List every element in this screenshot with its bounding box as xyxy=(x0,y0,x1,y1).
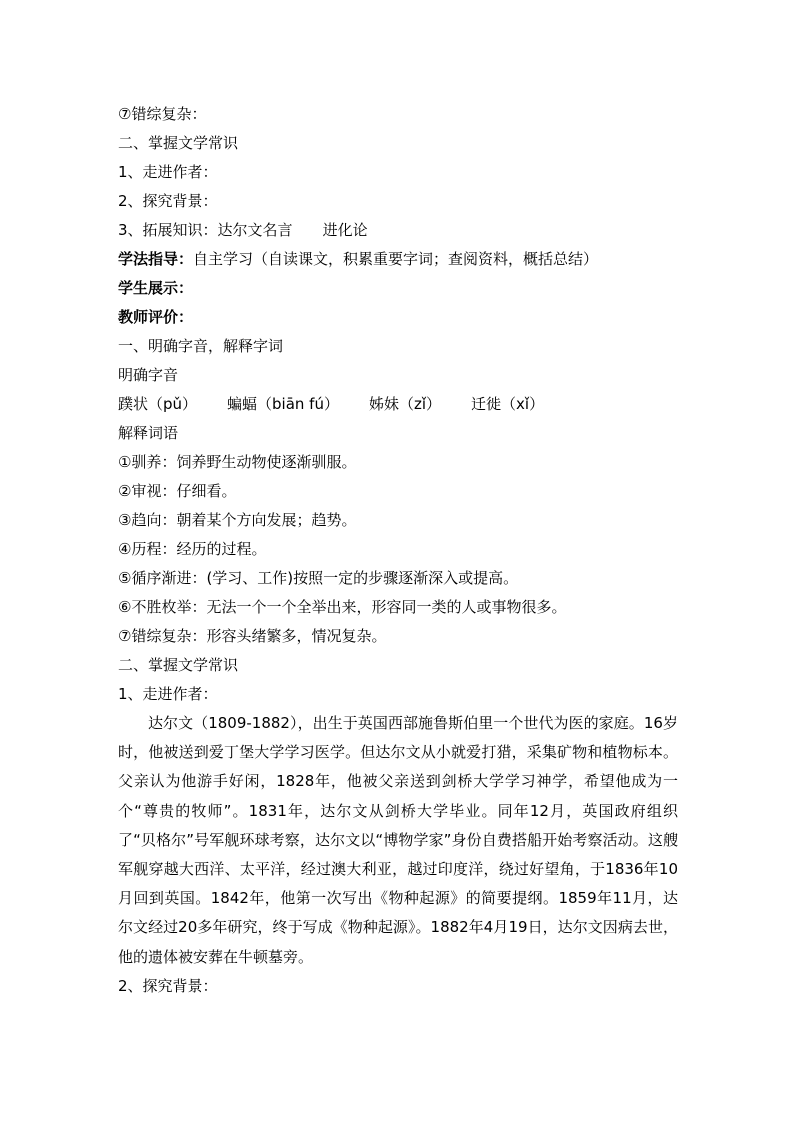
definition-item: ②审视：仔细看。 xyxy=(118,482,237,500)
pronounce-item: 姊妹（zǐ） xyxy=(368,395,442,413)
expand-label: 3、拓展知识： xyxy=(118,221,218,239)
pronounce-items xyxy=(118,390,678,419)
expand-knowledge-line xyxy=(118,216,678,245)
background-label: 2、探究背景： xyxy=(118,976,218,995)
definition-item: ⑦错综复杂：形容头绪繁多，情况复杂。 xyxy=(118,627,387,645)
definition-item: ③趋向：朝着某个方向发展；趋势。 xyxy=(118,511,357,529)
expand-item-quotes: 达尔文名言 xyxy=(217,221,293,239)
teacher-eval-label: 教师评价： xyxy=(118,308,194,326)
expand-item-evolution: 进化论 xyxy=(322,221,368,239)
definition-item: ④历程：经历的过程。 xyxy=(118,540,267,558)
author-paragraph: 达尔文（1809-1882），出生于英国西部施鲁斯伯里一个世代为医的家庭。16岁时，他被送到爱丁堡大学学习医学。但达尔文从小就爱打猎，采集矿物和植物标本。父亲认为他游手好闲，1828年，他被父亲送到剑桥大学学习神学，希望他成为一个“尊贵的牧师”。1831年，达尔文从剑桥大学毕业。同年12月，英国政府组织了“贝格尔”号军舰环球考察，达尔文以“博物学家”身份自费搭船开始考察活动。这艘军舰穿越大西洋、太平洋，经过澳大利亚，越过印度洋，绕过好望角，于1836年10月回到英国。1842年，他第一次写出《物种起源》的简要提纲。1859年11月，达尔文经过20多年研究，终于写成《物种起源》。1882年4月19日，达尔文因病去世，他的遗体被安葬在牛顿墓旁。 xyxy=(118,714,678,966)
section2-title: 二、掌握文学常识 xyxy=(118,656,239,674)
document-content xyxy=(118,100,678,1001)
heading-background: 2、探究背景： xyxy=(118,192,218,210)
method-label: 学法指导： xyxy=(118,250,194,268)
heading-author: 1、走进作者： xyxy=(118,163,218,181)
author-label: 1、走进作者： xyxy=(118,685,218,703)
pronounce-item: 蹼状（pǔ） xyxy=(118,395,198,413)
pronounce-item: 蝙蝠（biān fú） xyxy=(227,395,339,413)
section1-title: 一、明确字音，解释字词 xyxy=(118,337,284,355)
definition-item: ⑤循序渐进：(学习、工作)按照一定的步骤逐渐深入或提高。 xyxy=(118,569,519,587)
definition-item: ⑥不胜枚举：无法一个一个全举出来，形容同一类的人或事物很多。 xyxy=(118,598,567,616)
method-guide-line xyxy=(118,245,678,274)
explain-title: 解释词语 xyxy=(118,424,179,442)
pronounce-item: 迁徙（xǐ） xyxy=(471,395,545,413)
definition-item: ①驯养：饲养野生动物使逐渐驯服。 xyxy=(118,453,357,471)
pronounce-title: 明确字音 xyxy=(118,366,179,384)
student-show-label: 学生展示： xyxy=(118,279,194,297)
heading-cuozong: ⑦错综复杂： xyxy=(118,105,207,123)
heading-literature: 二、掌握文学常识 xyxy=(118,134,239,152)
method-text: 自主学习（自读课文，积累重要字词；查阅资料，概括总结） xyxy=(193,250,599,268)
